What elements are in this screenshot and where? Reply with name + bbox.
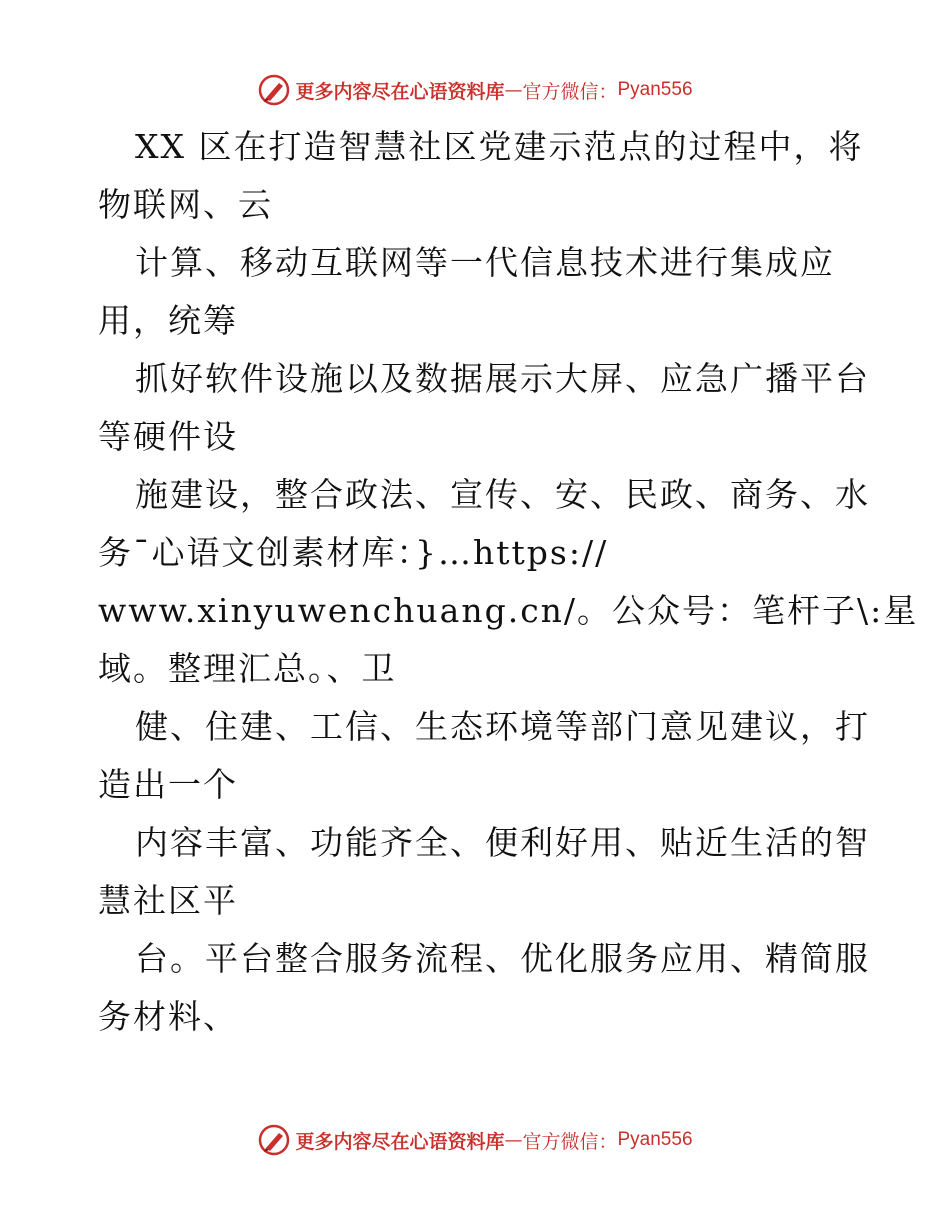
footer-slogan: 更多内容尽在心语资料库 (295, 1130, 505, 1153)
header-dash: — (504, 79, 523, 101)
body-line: 务¯心语文创素材库：}…https:// (98, 533, 609, 572)
header-wechat-label: 官方微信： (522, 80, 618, 103)
body-line: 域。整理汇总。、卫 (98, 649, 397, 688)
footer-wechat-label: 官方微信： (522, 1130, 618, 1153)
body-line: 施建设，整合政法、宣传、安、民政、商务、水 (135, 475, 870, 514)
body-line: 慧社区平 (98, 881, 238, 920)
body-line: 内容丰富、功能齐全、便利好用、贴近生活的智 (135, 823, 870, 862)
body-line: 用，统筹 (98, 301, 238, 340)
pen-logo-icon (257, 73, 291, 107)
body-line: 物联网、云 (98, 185, 273, 224)
body-line: XX 区在打造智慧社区党建示范点的过程中，将 (135, 127, 864, 166)
footer-dash: — (504, 1129, 523, 1151)
pen-logo-icon (257, 1123, 291, 1157)
body-line: 务材料、 (98, 997, 238, 1036)
header-slogan: 更多内容尽在心语资料库 (295, 80, 505, 103)
footer-banner (0, 1120, 950, 1160)
body-line: 等硬件设 (98, 417, 238, 456)
body-line: 台。平台整合服务流程、优化服务应用、精简服 (135, 939, 870, 978)
document-body (98, 118, 919, 1046)
body-line: 抓好软件设施以及数据展示大屏、应急广播平台 (135, 359, 870, 398)
footer-wechat-id: Pyan556 (617, 1129, 693, 1150)
header-banner (0, 70, 950, 110)
body-line: 造出一个 (98, 765, 238, 804)
header-wechat-id: Pyan556 (617, 79, 693, 100)
body-line: 健、住建、工信、生态环境等部门意见建议，打 (135, 707, 870, 746)
body-line: www.xinyuwenchuang.cn/。公众号：笔杆子\:星 (98, 591, 919, 630)
body-line: 计算、移动互联网等一代信息技术进行集成应 (135, 243, 835, 282)
